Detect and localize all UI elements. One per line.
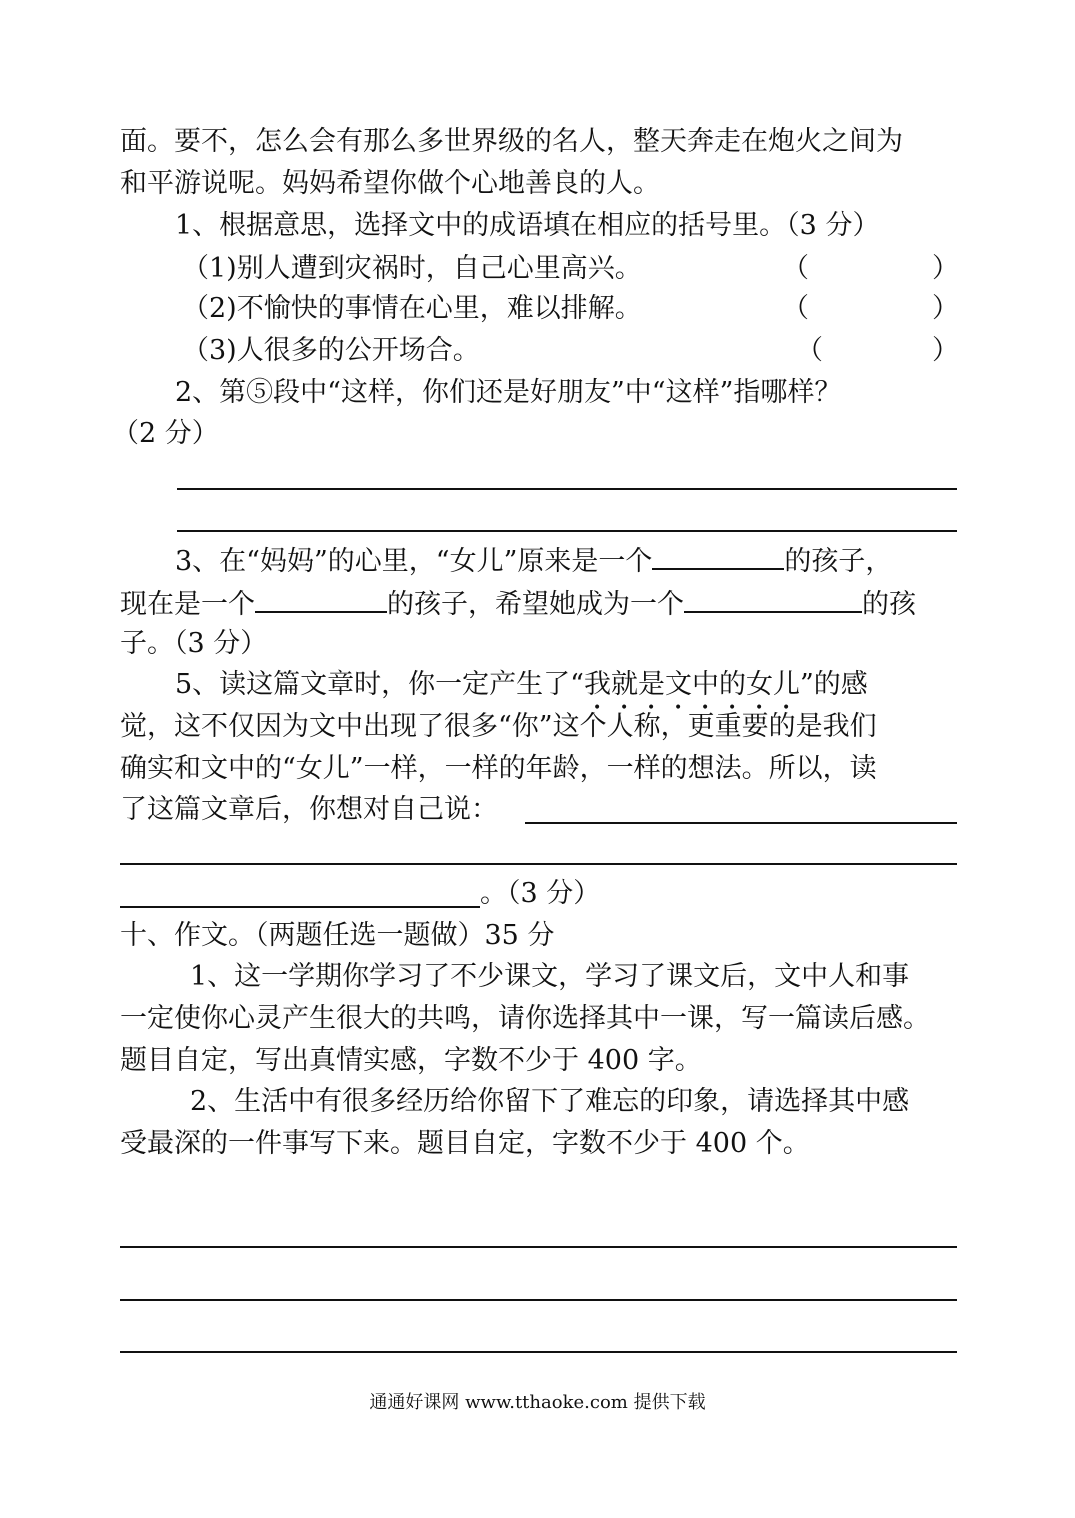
writing-line[interactable] <box>120 1351 957 1353</box>
fill-blank[interactable] <box>652 540 784 570</box>
answer-paren-open[interactable]: （ <box>782 253 809 284</box>
q5-line-3: 确实和文中的“女儿”一样，一样的年龄，一样的想法。所以，读 <box>120 753 877 784</box>
q1-item-text: （3)人很多的公开场合。 <box>182 335 480 366</box>
q1-item-text: （1)别人遭到灾祸时，自己心里高兴。 <box>182 253 642 284</box>
q3-line-2 <box>120 583 960 624</box>
q5-emphasis-text: 我就是文中的女儿 <box>583 669 800 700</box>
answer-paren-close: ） <box>932 293 959 324</box>
answer-line[interactable] <box>120 863 957 865</box>
q3-text: 的孩子， <box>784 546 893 577</box>
q2-stem: 2、第⑤段中“这样，你们还是好朋友”中“这样”指哪样？ <box>175 377 842 408</box>
writing-line[interactable] <box>120 1299 957 1301</box>
passage-line: 和平游说呢。妈妈希望你做个心地善良的人。 <box>120 168 660 199</box>
q1-item-2 <box>182 290 642 328</box>
option-2-line: 2、生活中有很多经历给你留下了难忘的印象，请选择其中感 <box>190 1086 910 1117</box>
q5-score: 。（3 分） <box>480 878 601 909</box>
answer-paren-close: ） <box>932 253 959 284</box>
answer-line[interactable] <box>177 488 957 490</box>
q5-text: 5、读这篇文章时，你一定产生了“ <box>175 669 584 700</box>
answer-line[interactable] <box>120 906 480 908</box>
option-1-line: 一定使你心灵产生很大的共鸣，请你选择其中一课，写一篇读后感。 <box>120 1003 930 1034</box>
writing-line[interactable] <box>120 1246 957 1248</box>
q3-text: 现在是一个 <box>120 589 255 620</box>
answer-line[interactable] <box>525 822 957 824</box>
passage-line: 面。要不，怎么会有那么多世界级的名人，整天奔走在炮火之间为 <box>120 126 903 157</box>
q3-line-1 <box>175 540 1015 581</box>
answer-paren-open[interactable]: （ <box>796 335 823 366</box>
q2-score: （2 分） <box>112 418 219 449</box>
option-2-line: 受最深的一件事写下来。题目自定，字数不少于 400 个。 <box>120 1128 810 1159</box>
section-heading: 十、作文。（两题任选一题做）35 分 <box>120 920 555 951</box>
q1-item-1 <box>182 250 642 288</box>
q1-item-3 <box>182 332 480 370</box>
q3-text: 3、在“妈妈”的心里，“女儿”原来是一个 <box>175 546 653 577</box>
q5-line-4: 了这篇文章后，你想对自己说： <box>120 794 498 825</box>
q3-text: 的孩子，希望她成为一个 <box>387 589 684 620</box>
fill-blank[interactable] <box>255 583 387 613</box>
q5-text: ”的感 <box>799 669 868 700</box>
q5-line-2: 觉，这不仅因为文中出现了很多“你”这个人称，更重要的是我们 <box>120 711 877 742</box>
answer-paren-close: ） <box>932 335 959 366</box>
footer-source: 通通好课网 www.tthaoke.com 提供下载 <box>369 1392 706 1413</box>
answer-line[interactable] <box>177 530 957 532</box>
q1-stem: 1、根据意思，选择文中的成语填在相应的括号里。（3 分） <box>175 210 880 241</box>
option-1-line: 题目自定，写出真情实感，字数不少于 400 字。 <box>120 1045 702 1076</box>
fill-blank[interactable] <box>684 583 862 613</box>
option-1-line: 1、这一学期你学习了不少课文，学习了课文后，文中人和事 <box>190 961 910 992</box>
answer-paren-open[interactable]: （ <box>782 293 809 324</box>
q3-line-3: 子。（3 分） <box>120 628 268 659</box>
q1-item-text: （2)不愉快的事情在心里，难以排解。 <box>182 293 642 324</box>
q3-text: 的孩 <box>862 589 916 620</box>
